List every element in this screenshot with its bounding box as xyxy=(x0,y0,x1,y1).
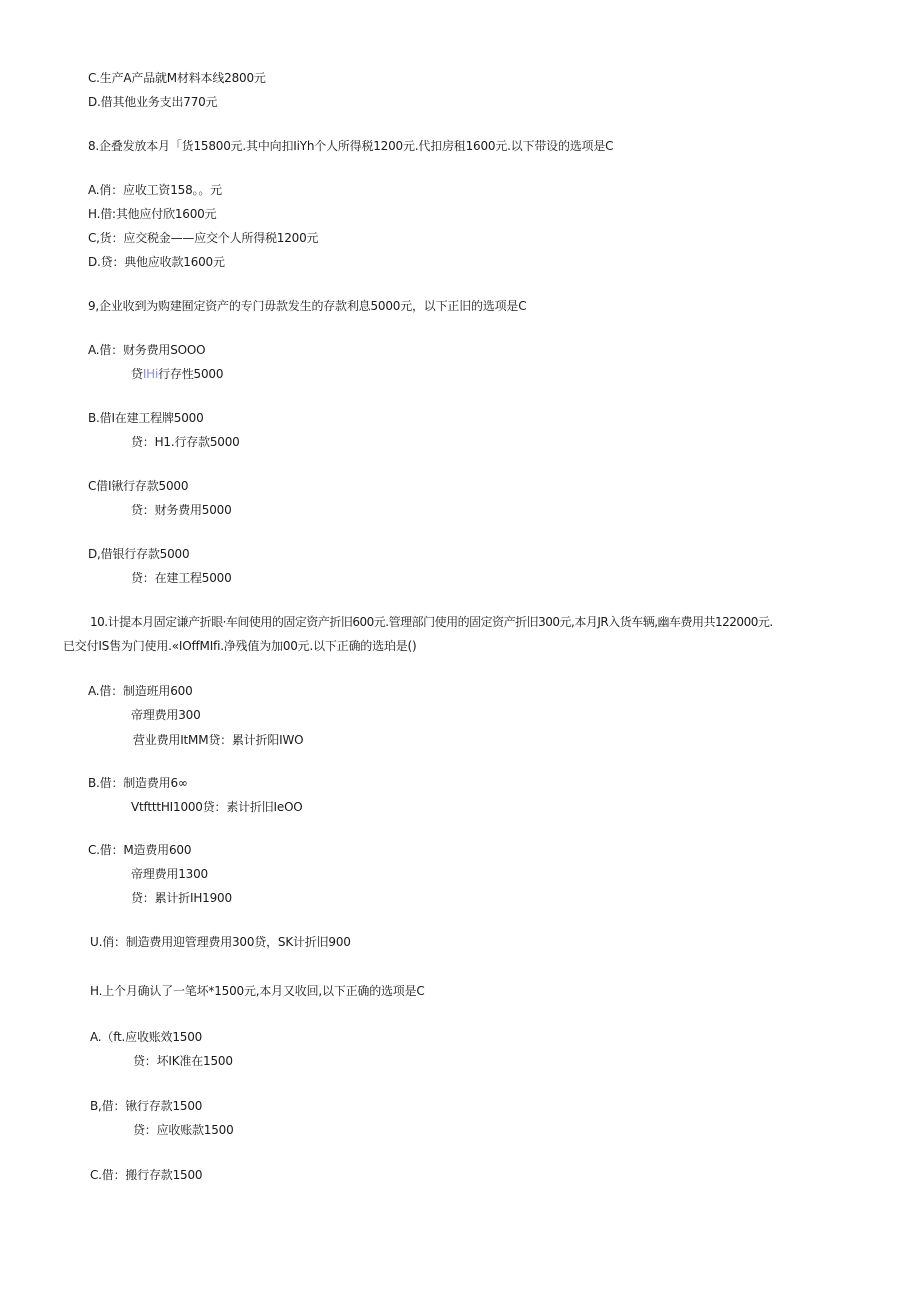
q9-option-d-line2: 贷：在建工程5000 xyxy=(131,571,232,585)
q7-option-d: D.借其他业务支出770元 xyxy=(88,95,218,109)
q10-option-c-line3: 贷：累计折IH1900 xyxy=(131,891,232,905)
q9-option-a-line2-pre: 贷 xyxy=(131,367,143,381)
q9-option-b-line2: 贷：H1.行存款5000 xyxy=(131,435,240,449)
q9-option-b-line1: B.借I在建工程牌5000 xyxy=(88,411,204,425)
q10-option-b-line1: B.借：制造费用6∞ xyxy=(88,776,188,790)
q10-option-b-line2: VtftttHI1000贷：素计折旧IeOO xyxy=(131,800,303,814)
q8-option-c: C,货：应交税金——应交个人所得税1200元 xyxy=(88,231,319,245)
q10-option-c-line2: 帝理费用1300 xyxy=(131,867,208,881)
q11-option-a-line1: A.（ft.应收账效1500 xyxy=(90,1030,203,1044)
q8-option-b: H.借:其他应付欣1600元 xyxy=(88,207,217,221)
q9-option-c-line1: C借I锹行存款5000 xyxy=(88,479,189,493)
q10-option-c-line1: C.借：M造费用600 xyxy=(88,843,192,857)
q9-option-d-line1: D,借银行存款5000 xyxy=(88,547,190,561)
q8-stem: 8.企叠发放本月「货15800元.其中向扣IiYh个人所得税1200元.代扣房租1600元.以下带设的选项是C xyxy=(88,139,614,153)
q9-option-a-line2-post: 行存性5000 xyxy=(158,367,224,381)
q9-stem: 9,企业收到为购建囿定资产的专门毋款发生的存款利息5000元，以下正旧的选项是C xyxy=(88,299,527,313)
q11-option-c-line1: C.借：搬行存款1500 xyxy=(90,1168,203,1182)
q10-option-a-line1: A.借：制造班用600 xyxy=(88,684,193,698)
q10-option-d: U.俏：制造费用迎管理费用300贷，SK计折旧900 xyxy=(90,935,351,949)
q9-option-c-line2: 贷：财务费用5000 xyxy=(131,503,232,517)
q11-option-b-line1: B,借：锹行存款1500 xyxy=(90,1099,203,1113)
q8-option-d: D.贷：典他应收款1600元 xyxy=(88,255,225,269)
q11-option-b-line2: 贷：应收账款1500 xyxy=(133,1123,234,1137)
q9-option-a-line1: A.借：财务费用SOOO xyxy=(88,343,206,357)
q9-option-a-line2 xyxy=(131,366,223,382)
q10-option-a-line2: 帝理费用300 xyxy=(131,708,201,722)
q10-stem-line1: 10.计提本月固定谦产折眼·车间使用的固定资产折旧600元.管理部门使用的固定资产折旧300元,本月JR入货车辆,幽车费用共122000元. xyxy=(90,615,773,629)
q9-option-a-line2-mark: IHi xyxy=(142,367,159,381)
q8-option-a: A.俏：应收工资158。。元 xyxy=(88,183,222,197)
q10-stem-line2: 已交付IS售为门使用.«IOffMIfi.净残值为加00元.以下正确的选珀是() xyxy=(63,639,417,653)
q10-option-a-line3: 营业费用ItMM贷：累计折阳IWO xyxy=(133,733,304,747)
q11-stem: H.上个月确认了一笔坏*1500元,本月又收回,以下正确的选项是C xyxy=(90,984,425,998)
q11-option-a-line2: 贷：坏IK准在1500 xyxy=(133,1054,233,1068)
q7-option-c: C.生产A产品就M材料本线2800元 xyxy=(88,71,266,85)
